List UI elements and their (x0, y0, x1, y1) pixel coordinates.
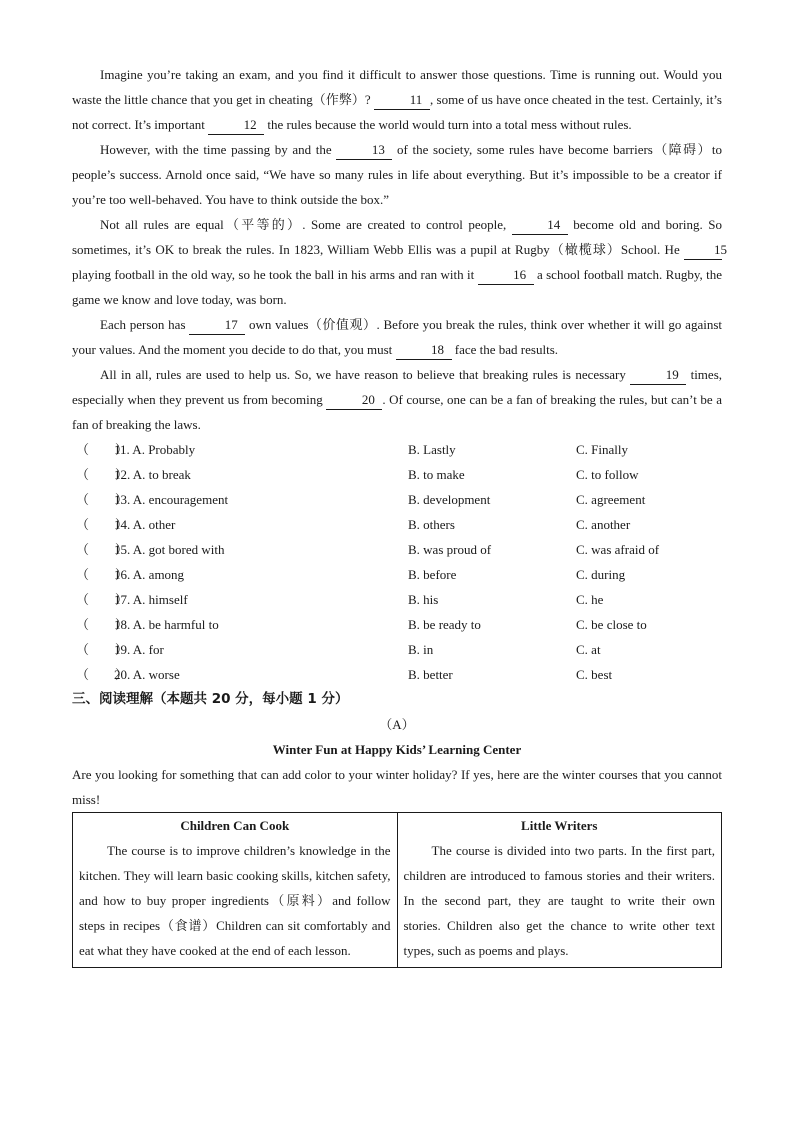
option-a[interactable]: 11. A. Probably (114, 442, 196, 457)
option-a[interactable]: 19. A. for (114, 642, 164, 657)
option-row-15 (72, 537, 722, 562)
option-b[interactable]: B. be ready to (408, 617, 481, 632)
passage-text: playing football in the old way, so he took the ball in his arms and ran with it (72, 267, 478, 282)
answer-bracket[interactable]: （ ） (76, 467, 129, 482)
section-heading: 三、阅读理解（本题共 20 分，每小题 1 分） (72, 691, 349, 707)
courses-table (72, 812, 722, 968)
passage-text: of the society, some rules have become barriers（障碍）to people’s success. Arnold once said, “We have so many rules in life about everything. But it’s impossible to be a creator if you’re too well-behaved. You have to think outside the box.” (72, 142, 722, 207)
option-a[interactable]: 14. A. other (114, 517, 176, 532)
passage-text: become old and boring. So sometimes, it’s OK to break the rules. In 1823, William Webb Ellis was a pupil at Rugby（橄榄球）School. He (72, 217, 722, 257)
option-a[interactable]: 16. A. among (114, 567, 185, 582)
option-row-16 (72, 562, 722, 587)
answer-bracket[interactable]: （ ） (76, 567, 129, 582)
option-b[interactable]: B. development (408, 492, 491, 507)
option-c[interactable]: C. best (576, 667, 613, 682)
passage-paragraph-3 (72, 212, 727, 312)
option-c[interactable]: C. another (576, 517, 631, 532)
blank-18[interactable]: 18 (396, 341, 452, 360)
passage-text: Not all rules are equal（平等的）. Some are created to control people, (100, 217, 512, 232)
passage-paragraph-4 (72, 312, 722, 362)
reading-title: Winter Fun at Happy Kids’ Learning Center (272, 742, 522, 757)
answer-bracket[interactable]: （ ） (76, 517, 129, 532)
option-a[interactable]: 17. A. himself (114, 592, 188, 607)
option-b[interactable]: B. others (408, 517, 455, 532)
option-row-11 (72, 437, 722, 462)
course-title: Little Writers (521, 818, 598, 833)
option-a[interactable]: 15. A. got bored with (114, 542, 225, 557)
passage-text: times, especially when they prevent us from becoming (72, 367, 722, 407)
passage-text: the rules because the world would turn into a total mess without rules. (264, 117, 632, 132)
course-cell-writers (397, 813, 722, 968)
option-c[interactable]: C. he (576, 592, 604, 607)
course-description: The course is to improve children’s knowledge in the kitchen. They will learn basic cooking skills, kitchen safety, and how to buy proper ingredients（原料）and follow steps in recipes（食谱）Children can sit comfortably and eat what they have cooked at the end of each lesson. (79, 843, 391, 958)
answer-bracket[interactable]: （ ） (76, 617, 129, 632)
option-row-17 (72, 587, 722, 612)
blank-15[interactable]: 15 (684, 241, 722, 260)
option-c[interactable]: C. at (576, 642, 601, 657)
passage-text: Each person has (100, 317, 190, 332)
blank-19[interactable]: 19 (630, 366, 686, 385)
option-c[interactable]: C. was afraid of (576, 542, 660, 557)
answer-bracket[interactable]: （ ） (76, 492, 129, 507)
option-row-14 (72, 512, 722, 537)
passage-text: All in all, rules are used to help us. So, we have reason to believe that breaking rules is necessary (100, 367, 631, 382)
course-description: The course is divided into two parts. In the first part, children are introduced to famous stories and their writers. In the second part, they are taught to write their own stories. Children also get the chance to write other text types, such as poems and plays. (403, 843, 715, 958)
option-c[interactable]: C. during (576, 567, 626, 582)
passage-paragraph-1 (72, 62, 722, 137)
blank-20[interactable]: 20 (326, 391, 382, 410)
option-a[interactable]: 18. A. be harmful to (114, 617, 219, 632)
part-label: （A） (379, 717, 415, 732)
option-a[interactable]: 20. A. worse (114, 667, 180, 682)
blank-16[interactable]: 16 (478, 266, 534, 285)
option-a[interactable]: 13. A. encouragement (114, 492, 229, 507)
passage-paragraph-2 (72, 137, 722, 212)
option-b[interactable]: B. was proud of (408, 542, 492, 557)
option-c[interactable]: C. Finally (576, 442, 629, 457)
passage-text: However, with the time passing by and the (100, 142, 337, 157)
option-b[interactable]: B. before (408, 567, 457, 582)
passage-text: . Of course, one can be a fan of breaking the rules, but can’t be a fan of breaking the laws. (72, 392, 722, 432)
passage-text: Imagine you’re taking an exam, and you find it difficult to answer those questions. Time is running out. Would you waste the little chance that you get in cheating（作弊）? (72, 67, 722, 107)
passage-text: face the bad results. (451, 342, 558, 357)
passage-paragraph-5 (72, 362, 722, 437)
answer-bracket[interactable]: （ ） (76, 592, 129, 607)
blank-17[interactable]: 17 (189, 316, 245, 335)
passage-text: , some of us have once cheated in the test. Certainly, it’s not correct. It’s important (72, 92, 722, 132)
reading-intro: Are you looking for something that can add color to your winter holiday? If yes, here are the winter courses that you cannot miss! (72, 767, 722, 807)
answer-bracket[interactable]: （ ） (76, 642, 129, 657)
option-a[interactable]: 12. A. to break (114, 467, 191, 482)
blank-14[interactable]: 14 (512, 216, 568, 235)
answer-bracket[interactable]: （ ） (76, 667, 129, 682)
option-c[interactable]: C. to follow (576, 467, 639, 482)
answer-bracket[interactable]: （ ） (76, 442, 129, 457)
option-row-20 (72, 662, 722, 687)
passage-text: a school football match. Rugby, the game we know and love today, was born. (72, 267, 722, 307)
option-c[interactable]: C. agreement (576, 492, 646, 507)
blank-11[interactable]: 11 (374, 91, 430, 110)
exam-page (72, 62, 727, 968)
option-b[interactable]: B. Lastly (408, 442, 456, 457)
course-cell-cook (73, 813, 398, 968)
option-b[interactable]: B. his (408, 592, 439, 607)
passage-text: own values（价值观）. Before you break the rules, think over whether it will go against your values. And the moment you decide to do that, you must (72, 317, 723, 357)
option-b[interactable]: B. in (408, 642, 434, 657)
answer-bracket[interactable]: （ ） (76, 542, 129, 557)
option-row-13 (72, 487, 722, 512)
option-b[interactable]: B. to make (408, 467, 465, 482)
option-row-12 (72, 462, 722, 487)
blank-13[interactable]: 13 (336, 141, 392, 160)
options-list (72, 437, 722, 687)
option-b[interactable]: B. better (408, 667, 453, 682)
blank-12[interactable]: 12 (208, 116, 264, 135)
course-title: Children Can Cook (180, 818, 290, 833)
option-c[interactable]: C. be close to (576, 617, 647, 632)
option-row-18 (72, 612, 722, 637)
option-row-19 (72, 637, 722, 662)
